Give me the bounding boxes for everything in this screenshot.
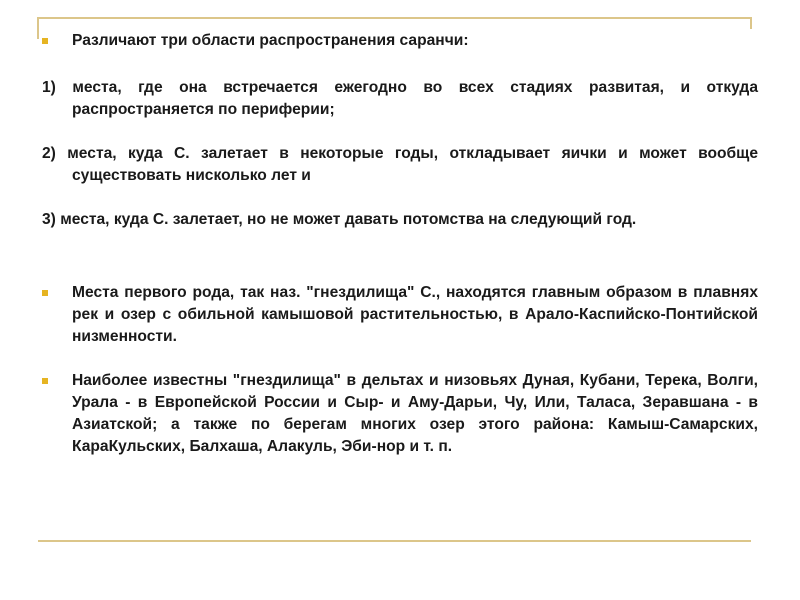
bullet-intro [40, 30, 758, 52]
right-rule [750, 17, 752, 29]
bullet-intro-text: Различают три области распространения саранчи: [72, 32, 469, 49]
square-bullet-icon [42, 38, 48, 44]
bullet-known-sites-text: Наиболее известны "гнездилища" в дельтах и низовьях Дуная, Кубани, Терека, Волги, Урала - в Европейской России и Сыр- и Аму-Дарьи, Чу, Или, Таласа, Зеравшана - в Азиатской; а также по берегам многих озер этого района: Камыш-Самарских, КараКульских, Балхаша, Алакуль, Эби-нор и т. п. [72, 372, 758, 455]
square-bullet-icon [42, 290, 48, 296]
bullet-nesting-sites-text: Места первого рода, так наз. "гнездилища" С., находятся главным образом в плавнях рек и озер с обильной камышовой растительностью, в Арало-Каспийско-Понтийской низменности. [72, 284, 758, 345]
top-rule [38, 17, 751, 19]
list-item-2-text: 2) места, куда С. залетает в некоторые годы, откладывает яички и может вообще существовать нисколько лет и [42, 145, 758, 184]
left-rule [37, 17, 39, 39]
bullet-nesting-sites [40, 282, 758, 348]
slide-content [40, 30, 758, 458]
list-item-1 [40, 77, 758, 121]
list-item-3-text: 3) места, куда С. залетает, но не может давать потомства на следующий год. [42, 211, 637, 228]
list-item-2 [40, 143, 758, 187]
bullet-known-sites [40, 370, 758, 458]
list-item-3 [40, 209, 758, 231]
bottom-rule [38, 540, 751, 542]
list-item-1-text: 1) места, где она встречается ежегодно во всех стадиях развитая, и откуда распространяется по периферии; [42, 79, 758, 118]
square-bullet-icon [42, 378, 48, 384]
